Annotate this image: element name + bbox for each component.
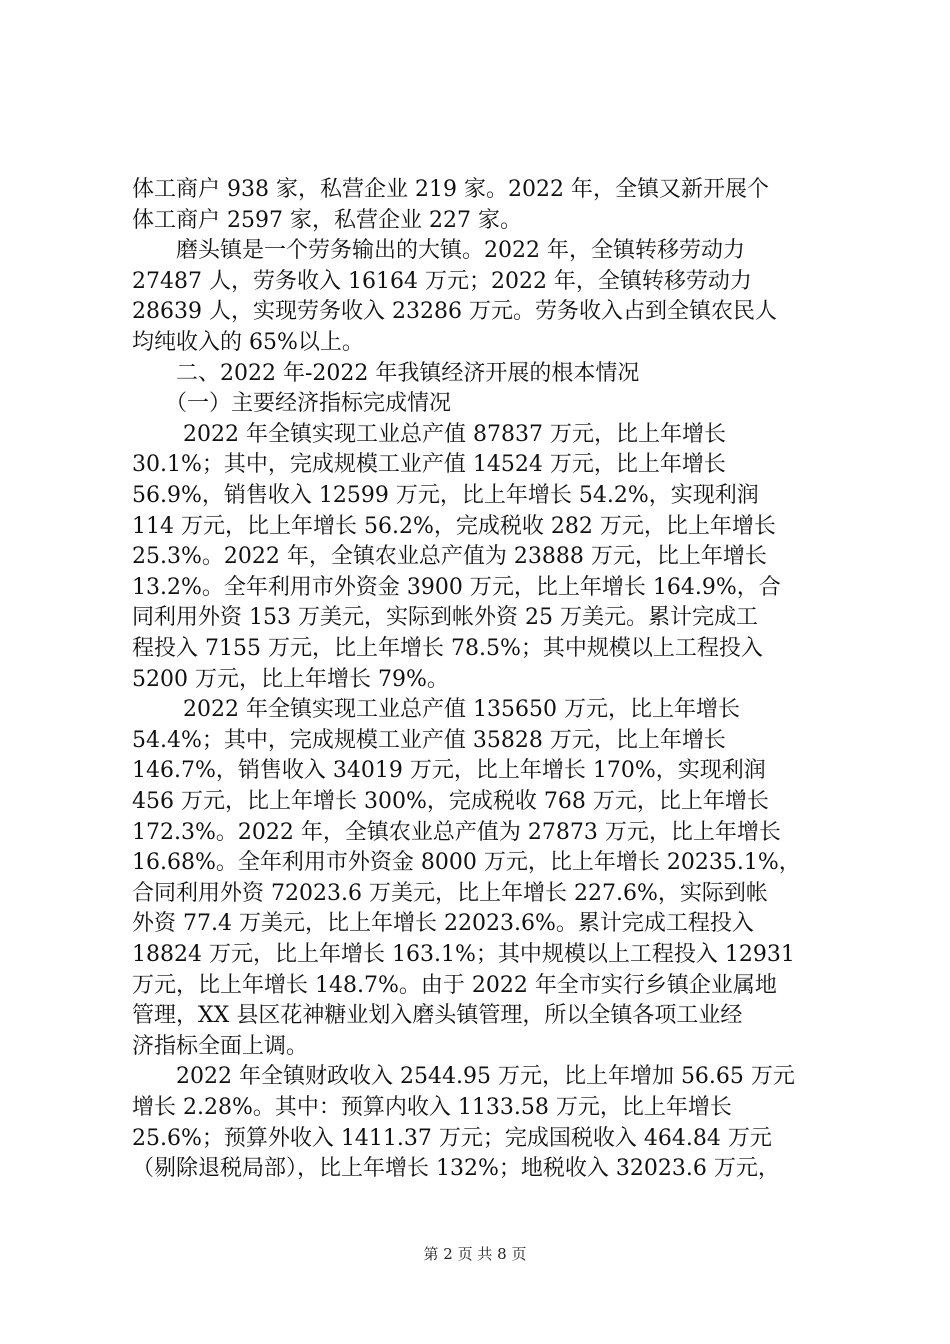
text-line: 25.6%；预算外收入 1411.37 万元；完成国税收入 464.84 万元	[132, 1125, 772, 1151]
text-line: 16.68%。全年利用市外资金 8000 万元，比上年增长 20235.1%，	[132, 850, 801, 876]
text-line: 172.3%。2022 年，全镇农业总产值为 27873 万元，比上年增长	[132, 819, 781, 845]
text-line: 114 万元，比上年增长 56.2%，完成税收 282 万元，比上年增长	[132, 513, 776, 539]
text-line: 二、2022 年-2022 年我镇经济开展的根本情况	[132, 360, 640, 386]
text-line: 管理，XX 县区花神糖业划入磨头镇管理，所以全镇各项工业经	[132, 1003, 743, 1029]
text-line: 5200 万元，比上年增长 79%。	[132, 666, 449, 692]
text-line: 25.3%。2022 年，全镇农业总产值为 23888 万元，比上年增长	[132, 544, 767, 570]
page-footer: 第 2 页 共 8 页	[423, 1245, 527, 1263]
text-line: 2022 年全镇实现工业总产值 135650 万元，比上年增长	[132, 697, 740, 723]
text-line: 磨头镇是一个劳务输出的大镇。2022 年，全镇转移劳动力	[132, 238, 745, 264]
text-line: 同利用外资 153 万美元，实际到帐外资 25 万美元。累计完成工	[132, 605, 758, 631]
text-line: 56.9%，销售收入 12599 万元，比上年增长 54.2%，实现利润	[132, 483, 759, 508]
text-line: 万元，比上年增长 148.7%。由于 2022 年全市实行乡镇企业属地	[132, 972, 777, 998]
text-line: （一）主要经济指标完成情况	[132, 391, 452, 417]
text-line: 146.7%，销售收入 34019 万元，比上年增长 170%，实现利润	[132, 758, 766, 784]
text-line: 体工商户 2597 家，私营企业 227 家。	[132, 207, 522, 233]
text-line: 济指标全面上调。	[132, 1033, 309, 1059]
text-line: 均纯收入的 65%以上。	[132, 330, 364, 355]
text-line: 54.4%；其中，完成规模工业产值 35828 万元，比上年增长	[132, 727, 726, 753]
text-line: 外资 77.4 万美元，比上年增长 22023.6%。累计完成工程投入	[132, 911, 754, 937]
text-line: 456 万元，比上年增长 300%，完成税收 768 万元，比上年增长	[132, 789, 769, 814]
text-line: 2022 年全镇财政收入 2544.95 万元，比上年增加 56.65 万元	[132, 1064, 795, 1090]
text-line: （剔除退税局部），比上年增长 132%；地税收入 32023.6 万元，	[132, 1156, 780, 1182]
text-line: 体工商户 938 家，私营企业 219 家。2022 年，全镇又新开展个	[132, 177, 769, 202]
text-line: 2022 年全镇实现工业总产值 87837 万元，比上年增长	[132, 421, 726, 447]
text-line: 13.2%。全年利用市外资金 3900 万元，比上年增长 164.9%，合	[132, 574, 781, 600]
text-line: 程投入 7155 万元，比上年增长 78.5%；其中规模以上工程投入	[132, 636, 763, 661]
text-line: 合同利用外资 72023.6 万美元，比上年增长 227.6%，实际到帐	[132, 880, 768, 906]
text-line: 30.1%；其中，完成规模工业产值 14524 万元，比上年增长	[132, 452, 726, 478]
text-line: 18824 万元，比上年增长 163.1%；其中规模以上工程投入 12931	[132, 942, 795, 967]
text-line: 28639 人，实现劳务收入 23286 万元。劳务收入占到全镇农民人	[132, 299, 777, 325]
text-line: 增长 2.28%。其中：预算内收入 1133.58 万元，比上年增长	[132, 1095, 732, 1120]
text-line: 27487 人，劳务收入 16164 万元；2022 年，全镇转移劳动力	[132, 268, 752, 294]
